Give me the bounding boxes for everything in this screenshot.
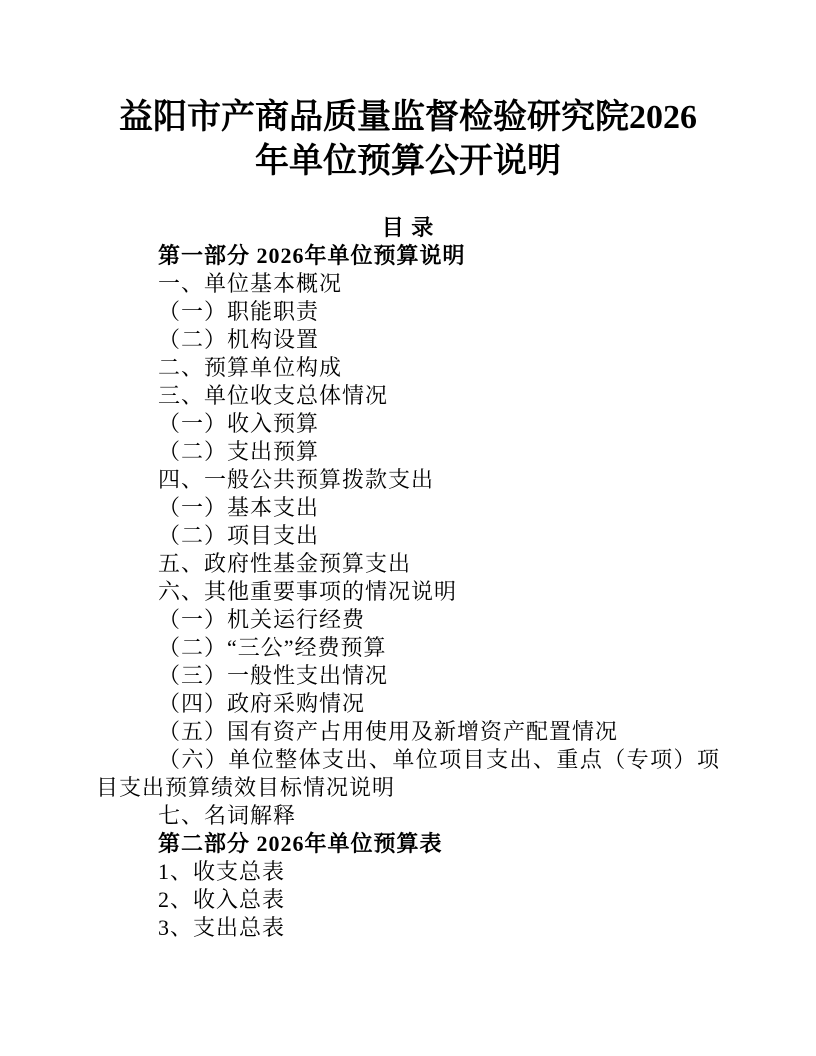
- toc-entry: 第二部分 2026年单位预算表: [158, 831, 443, 856]
- toc-entry: 二、预算单位构成: [158, 355, 343, 380]
- toc-entry: （二）机构设置: [158, 327, 320, 352]
- toc-entry: 六、其他重要事项的情况说明: [158, 579, 458, 604]
- toc-entry: （一）收入预算: [158, 411, 320, 436]
- toc-entry: （五）国有资产占用使用及新增资产配置情况: [158, 719, 619, 744]
- toc-entry: （一）机关运行经费: [158, 607, 366, 632]
- toc-entry: （二）项目支出: [158, 523, 320, 548]
- document-title-line-1: 益阳市产商品质量监督检验研究院2026: [119, 99, 697, 136]
- toc-entry: （一）职能职责: [158, 299, 320, 324]
- toc-entry: （二）支出预算: [158, 439, 320, 464]
- toc-entry: （二）“三公”经费预算: [158, 635, 387, 660]
- toc-entry: 七、名词解释: [158, 803, 297, 828]
- toc-entry: 三、单位收支总体情况: [158, 383, 389, 408]
- toc-entry: （三）一般性支出情况: [158, 663, 389, 688]
- toc-entry: 第一部分 2026年单位预算说明: [158, 243, 466, 268]
- toc-entry: （六）单位整体支出、单位项目支出、重点（专项）项目支出预算绩效目标情况说明: [96, 747, 720, 800]
- toc-entry: 1、收支总表: [158, 859, 286, 884]
- table-of-contents: [96, 242, 720, 942]
- toc-entry: 2、收入总表: [158, 887, 286, 912]
- toc-entry: 3、支出总表: [158, 915, 286, 940]
- toc-entry: （四）政府采购情况: [158, 691, 366, 716]
- document-title-line-2: 年单位预算公开说明: [255, 143, 561, 180]
- toc-entry: （一）基本支出: [158, 495, 320, 520]
- toc-entry: 一、单位基本概况: [158, 271, 343, 296]
- toc-heading: 目 录: [381, 215, 435, 240]
- document-title: [96, 96, 720, 184]
- toc-entry: 四、一般公共预算拨款支出: [158, 467, 435, 492]
- toc-entry: 五、政府性基金预算支出: [158, 551, 412, 576]
